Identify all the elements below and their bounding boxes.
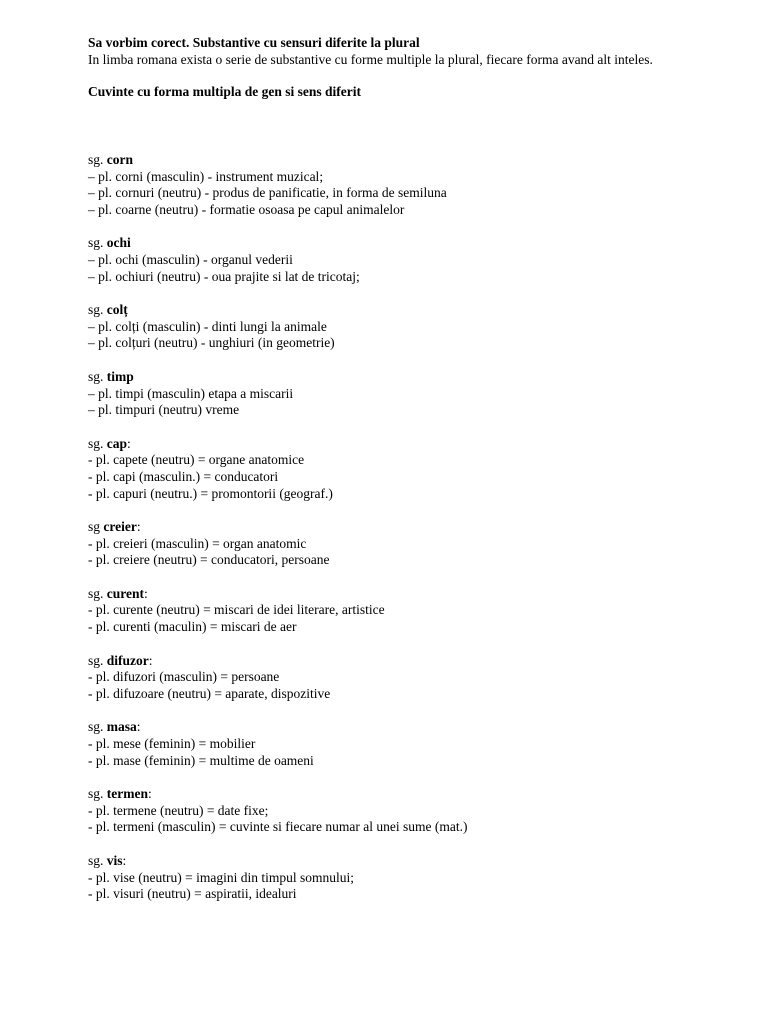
entry-vis	[88, 853, 728, 903]
singular-prefix: sg.	[88, 585, 104, 601]
headword: ochi	[106, 235, 131, 251]
singular-line	[88, 719, 728, 736]
plural-line: - pl. creieri (masculin) = organ anatomic	[88, 535, 307, 551]
headword-suffix: :	[127, 435, 131, 451]
plural-line: - pl. visuri (neutru) = aspiratii, idealuri	[88, 886, 297, 902]
entries-list	[88, 152, 728, 920]
plural-line: - pl. mese (feminin) = mobilier	[88, 736, 256, 752]
plural-line: - pl. curente (neutru) = miscari de idei literare, artistice	[88, 602, 385, 618]
headword-suffix: :	[148, 652, 153, 668]
headword: cap	[106, 435, 128, 451]
headword-suffix: :	[136, 519, 141, 535]
plural-line: – pl. coarne (neutru) - formatie osoasa pe capul animalelor	[88, 201, 405, 217]
headword: curent	[106, 585, 145, 601]
document-header	[88, 35, 708, 101]
plural-line: - pl. difuzori (masculin) = persoane	[88, 669, 280, 685]
headword-suffix: :	[144, 585, 148, 601]
singular-prefix: sg.	[88, 302, 104, 318]
singular-line	[88, 235, 728, 252]
entry-creier	[88, 519, 728, 569]
plural-line: – pl. colțuri (neutru) - unghiuri (in geometrie)	[88, 335, 335, 351]
entry-termen	[88, 786, 728, 836]
headword: corn	[106, 152, 134, 167]
entry-masa	[88, 719, 728, 769]
entry-difuzor	[88, 653, 728, 703]
plural-line: – pl. ochi (masculin) - organul vederii	[88, 251, 293, 267]
singular-prefix: sg.	[88, 853, 104, 868]
plural-line: - pl. capi (masculin.) = conducatori	[88, 468, 279, 484]
entry-corn	[88, 152, 728, 218]
headword: termen	[106, 786, 148, 802]
plural-line: - pl. vise (neutru) = imagini din timpul somnului;	[88, 869, 354, 885]
headword: colț	[106, 302, 128, 318]
singular-prefix: sg.	[88, 652, 104, 668]
entry-cap	[88, 436, 728, 502]
singular-prefix: sg.	[88, 152, 104, 167]
plural-line: - pl. termene (neutru) = date fixe;	[88, 802, 269, 818]
singular-line	[88, 586, 728, 603]
singular-prefix: sg.	[88, 719, 104, 735]
singular-line	[88, 369, 728, 386]
document-title: Sa vorbim corect. Substantive cu sensuri diferite la plural	[88, 35, 420, 50]
headword-suffix: :	[148, 786, 152, 802]
singular-prefix: sg	[88, 519, 101, 535]
headword: difuzor	[106, 652, 149, 668]
singular-line	[88, 653, 728, 670]
plural-line: – pl. colți (masculin) - dinti lungi la animale	[88, 318, 327, 334]
headword-suffix: :	[122, 853, 127, 868]
plural-line: - pl. creiere (neutru) = conducatori, persoane	[88, 552, 330, 568]
plural-line: - pl. mase (feminin) = multime de oameni	[88, 752, 314, 768]
singular-line	[88, 786, 728, 803]
headword-suffix: :	[136, 719, 141, 735]
plural-line: - pl. capete (neutru) = organe anatomice	[88, 452, 305, 468]
singular-line	[88, 302, 728, 319]
headword: vis	[106, 853, 123, 868]
headword: creier	[103, 519, 137, 535]
entry-ochi	[88, 235, 728, 285]
plural-line: - pl. curenti (maculin) = miscari de aer	[88, 619, 297, 635]
intro-paragraph: In limba romana exista o serie de substantive cu forme multiple la plural, fiecare forma avand alt inteles.	[88, 51, 653, 67]
entry-colț	[88, 302, 728, 352]
singular-line	[88, 853, 728, 870]
plural-line: – pl. timpi (masculin) etapa a miscarii	[88, 385, 294, 401]
singular-line	[88, 436, 728, 453]
plural-line: - pl. capuri (neutru.) = promontorii (geograf.)	[88, 485, 333, 501]
plural-line: - pl. termeni (masculin) = cuvinte si fiecare numar al unei sume (mat.)	[88, 819, 468, 835]
plural-line: – pl. corni (masculin) - instrument muzical;	[88, 168, 324, 184]
headword: timp	[106, 368, 134, 384]
plural-line: - pl. difuzoare (neutru) = aparate, dispozitive	[88, 685, 331, 701]
entry-timp	[88, 369, 728, 419]
singular-prefix: sg.	[88, 786, 104, 802]
plural-line: – pl. ochiuri (neutru) - oua prajite si lat de tricotaj;	[88, 268, 360, 284]
entry-curent	[88, 586, 728, 636]
plural-line: – pl. cornuri (neutru) - produs de panificatie, in forma de semiluna	[88, 185, 447, 201]
singular-prefix: sg.	[88, 235, 104, 251]
singular-line	[88, 152, 728, 169]
headword: masa	[106, 719, 137, 735]
section-subtitle: Cuvinte cu forma multipla de gen si sens diferit	[88, 84, 361, 100]
singular-line	[88, 519, 728, 536]
plural-line: – pl. timpuri (neutru) vreme	[88, 402, 240, 418]
singular-prefix: sg.	[88, 368, 104, 384]
singular-prefix: sg.	[88, 435, 104, 451]
